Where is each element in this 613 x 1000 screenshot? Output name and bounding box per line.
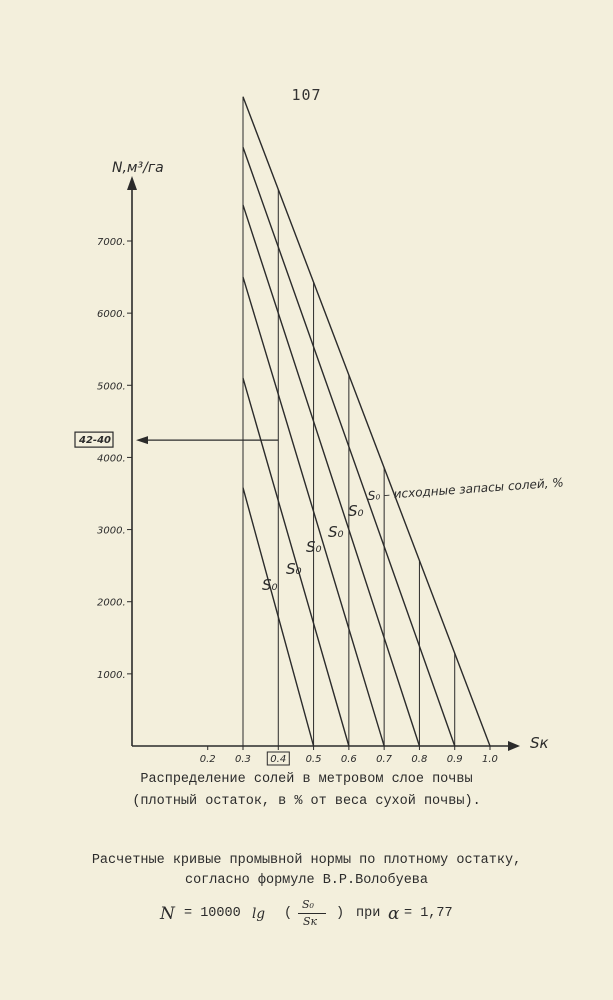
formula-fraction-bar [298,913,326,914]
x-tick-label: 0.9 [446,754,463,765]
series-line [243,97,490,746]
formula [160,898,500,938]
formula-alpha-value: = 1,77 [404,906,453,921]
series-label: S₀ [328,523,344,541]
formula-coefficient: = 10000 [184,906,241,921]
y-tick-label: 4000. [97,453,126,465]
y-tick-label: 1000. [97,669,126,681]
series-label: S₀ [348,502,364,520]
formula-pri: при [356,906,381,921]
x-tick-label: 0.3 [235,754,251,765]
x-tick-label: 0.2 [199,754,216,765]
y-tick-label: 6000. [97,309,126,321]
y-tick-label: 7000. [97,237,126,248]
reading-arrow [136,436,148,444]
x-axis-label: Sк [530,734,549,752]
series-line [243,205,419,746]
series-label: S₀ [262,576,278,594]
description-line-2: согласно формуле В.Р.Волобуева [184,873,429,888]
formula-n: N [160,904,175,924]
formula-lg: lg [252,906,265,922]
caption-line-1: Распределение солей в метровом слое почвы [140,772,473,787]
x-tick-label: 0.7 [376,754,393,765]
x-axis-arrow [508,741,520,751]
x-tick-label: 0.4 [270,754,287,765]
y-tick-label: 3000. [97,525,126,537]
series-label: S₀ [306,538,322,556]
formula-open-paren: ( [284,906,293,921]
y-tick-label: 5000. [97,381,126,393]
y-tick-label: 2000. [97,597,126,609]
y-axis-label: N,м³/га [112,160,164,176]
x-tick-label: 0.6 [340,754,357,765]
description-line-1: Расчетные кривые промывной нормы по плотному остатку, [91,853,522,868]
series-label: S₀ [286,560,302,578]
x-tick-label: 0.5 [305,754,322,765]
formula-denominator: Sк [303,915,318,928]
formula-alpha: α [388,904,400,924]
formula-numerator: S₀ [302,898,314,911]
x-tick-label: 0.8 [411,754,428,765]
y-axis-arrow [127,176,137,190]
legend-text: S₀ – исходные запасы солей, % [367,475,565,503]
formula-close-paren: ) [336,906,345,921]
page-number: 107 [291,86,322,104]
highlighted-value: 42-40 [79,435,111,447]
x-tick-label: 1.0 [482,754,498,765]
caption-line-2: (плотный остаток, в % от веса сухой почвы). [132,794,481,809]
